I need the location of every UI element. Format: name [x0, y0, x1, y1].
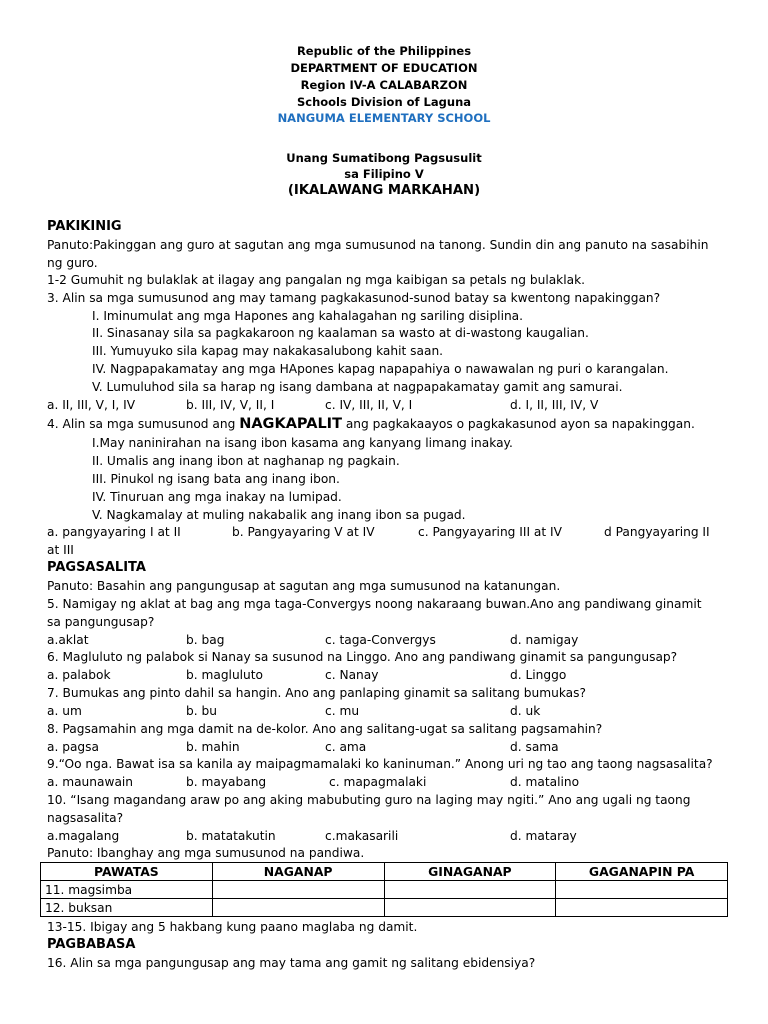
q10-option-d: d. mataray	[510, 829, 577, 843]
header-division: Schools Division of Laguna	[296, 95, 472, 109]
question-3: 3. Alin sa mga sumusunod ang may tamang pagkakasunod-sunod batay sa kwentong napakinggan?	[47, 291, 661, 305]
q4-option-d: d Pangyayaring II	[604, 525, 710, 539]
q3-option-b: b. III, IV, V, II, I	[186, 398, 275, 412]
q6-option-b: b. magluluto	[186, 668, 264, 682]
header-department: DEPARTMENT OF EDUCATION	[290, 61, 478, 75]
table-instruction: Panuto: Ibanghay ang mga sumusunod na pandiwa.	[47, 846, 365, 860]
q7-option-b: b. bu	[186, 704, 217, 718]
question-9: 9.“Oo nga. Bawat isa sa kanila ay maipagmamalaki ko kaninuman.” Anong uri ng tao ang taong nagsasalita?	[47, 757, 713, 771]
table-row	[41, 899, 728, 917]
table-header-ginaganap: GINAGANAP	[384, 863, 556, 881]
q4-item-5: V. Nagkamalay at muling nakabalik ang inang ibon sa pugad.	[92, 508, 466, 522]
table-header-pawatas: PAWATAS	[41, 863, 213, 881]
test-subject: sa Filipino V	[344, 167, 424, 181]
q10-option-b: b. matatakutin	[186, 829, 276, 843]
q3-item-2: II. Sinasanay sila sa pagkakaroon ng kaalaman sa wasto at di-wastong kaugalian.	[92, 326, 589, 340]
question-4	[47, 416, 695, 432]
q4-item-1: I.May naninirahan na isang ibon kasama ang kanyang limang inakay.	[92, 436, 513, 450]
q3-item-1: I. Iminumulat ang mga Hapones ang kahalagahan ng sariling disiplina.	[92, 309, 524, 323]
q5-option-c: c. taga-Convergys	[325, 633, 436, 647]
q5-option-d: d. namigay	[510, 633, 579, 647]
q6-option-c: c. Nanay	[325, 668, 379, 682]
q3-option-c: c. IV, III, II, V, I	[325, 398, 413, 412]
table-header-naganap: NAGANAP	[212, 863, 384, 881]
q4-prefix: 4. Alin sa mga sumusunod ang	[47, 417, 236, 431]
q10-option-c: c.makasarili	[325, 829, 399, 843]
section-title-pakikinig: PAKIKINIG	[47, 219, 122, 234]
q8-option-c: c. ama	[325, 740, 367, 754]
q8-option-b: b. mahin	[186, 740, 240, 754]
q3-option-a: a. II, III, V, I, IV	[47, 398, 136, 412]
table-cell-answer[interactable]	[556, 899, 728, 917]
question-13-15: 13-15. Ibigay ang 5 hakbang kung paano maglaba ng damit.	[47, 920, 418, 934]
pagsasalita-instruction: Panuto: Basahin ang pangungusap at sagutan ang mga sumusunod na katanungan.	[47, 579, 561, 593]
q7-option-d: d. uk	[510, 704, 541, 718]
q4-item-4: IV. Tinuruan ang mga inakay na lumipad.	[92, 490, 342, 504]
q9-option-a: a. maunawain	[47, 775, 134, 789]
q4-item-2: II. Umalis ang inang ibon at naghanap ng pagkain.	[92, 454, 400, 468]
q9-option-d: d. matalino	[510, 775, 580, 789]
conjugation-table	[40, 862, 728, 917]
q3-item-5: V. Lumuluhod sila sa harap ng isang dambana at nagpapakamatay gamit ang samurai.	[92, 380, 623, 394]
q3-item-3: III. Yumuyuko sila kapag may nakakasalubong kahit saan.	[92, 344, 444, 358]
table-cell-verb: 12. buksan	[41, 899, 213, 917]
q3-item-4: IV. Nagpapakamatay ang mga HApones kapag napapahiya o nawawalan ng puri o karangalan.	[92, 362, 669, 376]
q7-option-c: c. mu	[325, 704, 360, 718]
q10-option-a: a.magalang	[47, 829, 120, 843]
q5-option-b: b. bag	[186, 633, 225, 647]
question-1-2: 1-2 Gumuhit ng bulaklak at ilagay ang pangalan ng mga kaibigan sa petals ng bulaklak.	[47, 273, 586, 287]
table-cell-answer[interactable]	[556, 881, 728, 899]
q9-option-c: c. mapagmalaki	[329, 775, 427, 789]
question-5-cont: sa pangungusap?	[47, 615, 155, 629]
test-title: Unang Sumatibong Pagsusulit	[286, 151, 482, 165]
section-title-pagbabasa: PAGBABASA	[47, 937, 136, 952]
table-row	[41, 881, 728, 899]
q6-option-d: d. Linggo	[510, 668, 567, 682]
question-10: 10. “Isang magandang araw po ang aking mabubuting guro na laging may ngiti.” Ano ang ugali ng taong	[47, 793, 691, 807]
question-10-cont: nagsasalita?	[47, 811, 124, 825]
q4-option-c: c. Pangyayaring III at IV	[418, 525, 562, 539]
q3-option-d: d. I, II, III, IV, V	[510, 398, 599, 412]
q9-option-b: b. mayabang	[186, 775, 267, 789]
question-7: 7. Bumukas ang pinto dahil sa hangin. Ano ang panlaping ginamit sa salitang bumukas?	[47, 686, 586, 700]
question-16: 16. Alin sa mga pangungusap ang may tama ang gamit ng salitang ebidensiya?	[47, 956, 536, 970]
table-cell-answer[interactable]	[384, 881, 556, 899]
table-cell-verb: 11. magsimba	[41, 881, 213, 899]
q7-option-a: a. um	[47, 704, 82, 718]
question-5: 5. Namigay ng aklat at bag ang mga taga-Convergys noong nakaraang buwan.Ano ang pandiwang ginamit	[47, 597, 702, 611]
header-republic: Republic of the Philippines	[296, 44, 472, 58]
pakikinig-instruction: Panuto:Pakinggan ang guro at sagutan ang mga sumusunod na tanong. Sundin din ang panuto na sasabihin	[47, 238, 709, 252]
table-cell-answer[interactable]	[212, 881, 384, 899]
q4-option-d-cont: at III	[47, 543, 74, 557]
q8-option-a: a. pagsa	[47, 740, 99, 754]
q8-option-d: d. sama	[510, 740, 559, 754]
q5-option-a: a.aklat	[47, 633, 89, 647]
q4-option-a: a. pangyayaring I at II	[47, 525, 181, 539]
q4-emphasis: NAGKAPALIT	[239, 416, 342, 432]
q4-suffix: ang pagkakaayos o pagkakasunod ayon sa napakinggan.	[345, 417, 695, 431]
question-8: 8. Pagsamahin ang mga damit na de-kolor. Ano ang salitang-ugat sa salitang pagsamahin?	[47, 722, 603, 736]
test-quarter: (IKALAWANG MARKAHAN)	[287, 183, 481, 198]
header-school: NANGUMA ELEMENTARY SCHOOL	[277, 111, 491, 125]
pakikinig-instruction-cont: ng guro.	[47, 256, 98, 270]
table-cell-answer[interactable]	[384, 899, 556, 917]
q6-option-a: a. palabok	[47, 668, 111, 682]
question-6: 6. Magluluto ng palabok si Nanay sa susunod na Linggo. Ano ang pandiwang ginamit sa pangungusap?	[47, 650, 678, 664]
q4-option-b: b. Pangyayaring V at IV	[232, 525, 375, 539]
table-header-gaganapin-pa: GAGANAPIN PA	[556, 863, 728, 881]
q4-item-3: III. Pinukol ng isang bata ang inang ibon.	[92, 472, 340, 486]
header-region: Region IV-A CALABARZON	[300, 78, 468, 92]
section-title-pagsasalita: PAGSASALITA	[47, 560, 146, 575]
table-header-row	[41, 863, 728, 881]
table-cell-answer[interactable]	[212, 899, 384, 917]
